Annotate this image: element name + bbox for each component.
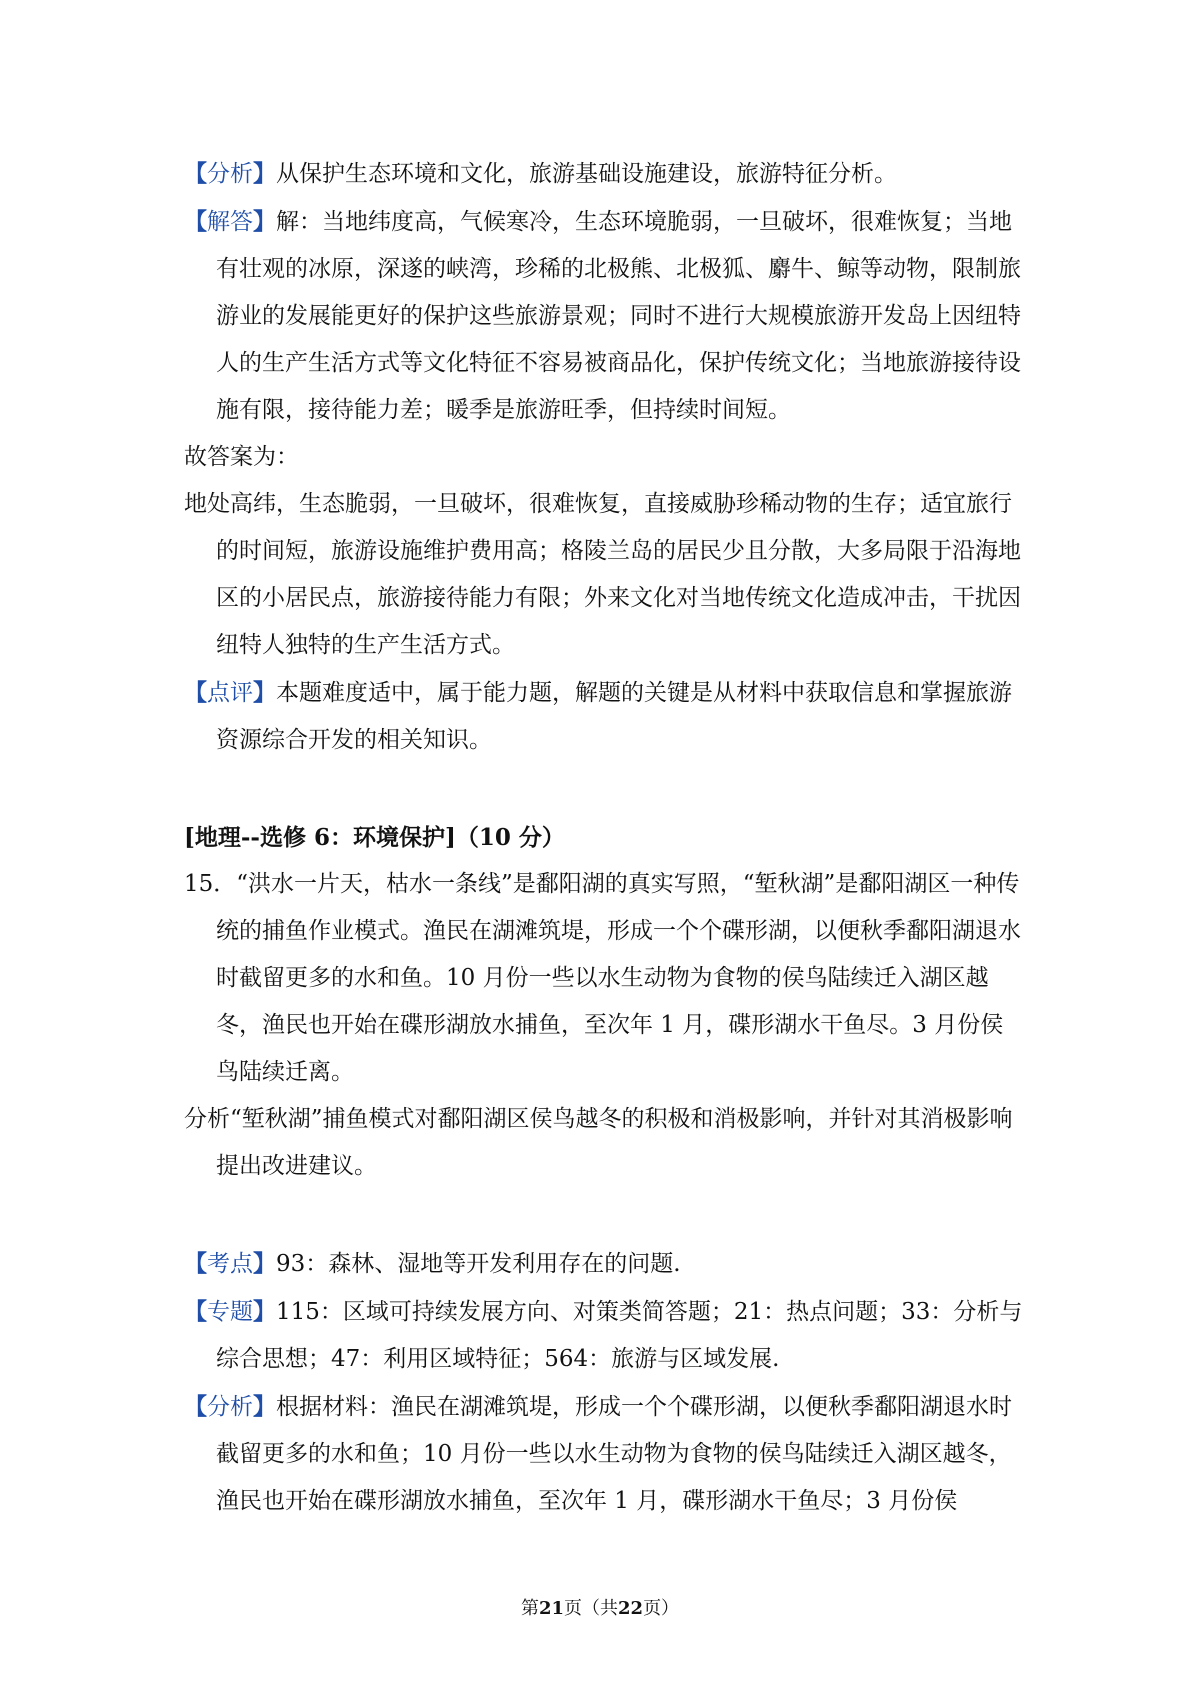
question-number: 15．	[184, 871, 237, 897]
review-text: 本题难度适中，属于能力题，解题的关键是从材料中获取信息和掌握旅游资源综合开发的相关知识。	[216, 680, 1012, 753]
solution-text: 解：当地纬度高，气候寒冷，生态环境脆弱，一旦破坏，很难恢复；当地有壮观的冰原，深遂的峡湾，珍稀的北极熊、北极狐、麝牛、鲸等动物，限制旅游业的发展能更好的保护这些旅游景观；同时不进行大规模旅游开发岛上因纽特人的生产生活方式等文化特征不容易被商品化，保护传统文化；当地旅游接待设施有限，接待能力差；暖季是旅游旺季，但持续时间短。	[216, 209, 1021, 423]
topic-paragraph	[184, 1288, 1024, 1383]
footer-suffix: 页）	[643, 1598, 680, 1619]
topic-text: 115：区域可持续发展方向、对策类简答题；21：热点问题；33：分析与综合思想；47：利用区域特征；564：旅游与区域发展.	[216, 1299, 1023, 1372]
analysis-paragraph-1	[184, 150, 1024, 198]
answer-text: 地处高纬，生态脆弱，一旦破坏，很难恢复，直接威胁珍稀动物的生存；适宜旅行的时间短，旅游设施维护费用高；格陵兰岛的居民少且分散，大多局限于沿海地区的小居民点，旅游接待能力有限；外来文化对当地传统文化造成冲击，干扰因纽特人独特的生产生活方式。	[184, 491, 1021, 658]
footer-page-number: 21	[538, 1598, 564, 1619]
answer-label: 故答案为：	[184, 444, 299, 470]
page-footer	[0, 1594, 1200, 1620]
page-content	[184, 150, 1024, 1525]
question-prompt: 分析“堑秋湖”捕鱼模式对鄱阳湖区侯鸟越冬的积极和消极影响，并针对其消极影响提出改进建议。	[184, 1106, 1013, 1179]
solution-paragraph	[184, 198, 1024, 434]
solution-tag: 【解答】	[184, 208, 276, 235]
question-text: “洪水一片天，枯水一条线”是鄱阳湖的真实写照，“堑秋湖”是鄱阳湖区一种传统的捕鱼作业模式。渔民在湖滩筑堤，形成一个个碟形湖，以便秋季鄱阳湖退水时截留更多的水和鱼。10 月份一些以水生动物为食物的侯鸟陆续迁入湖区越冬，渔民也开始在碟形湖放水捕鱼，至次年 1 月，碟形湖水干鱼尽。3 月份侯鸟陆续迁离。	[216, 871, 1021, 1085]
analysis-text-2: 根据材料：渔民在湖滩筑堤，形成一个个碟形湖，以便秋季鄱阳湖退水时截留更多的水和鱼；10 月份一些以水生动物为食物的侯鸟陆续迁入湖区越冬，渔民也开始在碟形湖放水捕鱼，至次年 1 月，碟形湖水干鱼尽；3 月份侯	[216, 1394, 1012, 1514]
analysis-tag: 【分析】	[184, 160, 276, 187]
footer-total-pages: 22	[618, 1598, 644, 1619]
review-tag: 【点评】	[184, 679, 276, 706]
analysis-paragraph-2	[184, 1383, 1024, 1525]
review-paragraph	[184, 669, 1024, 764]
spacer	[184, 1190, 1024, 1240]
topic-tag: 【专题】	[184, 1298, 276, 1325]
footer-prefix: 第	[520, 1598, 539, 1619]
footer-mid: 页（共	[564, 1598, 618, 1619]
knowledge-point-tag: 【考点】	[184, 1250, 276, 1277]
knowledge-point-text: 93：森林、湿地等开发利用存在的问题.	[276, 1251, 681, 1277]
knowledge-point-paragraph	[184, 1240, 1024, 1288]
question-paragraph	[184, 861, 1024, 1096]
analysis-tag-2: 【分析】	[184, 1393, 276, 1420]
analysis-text: 从保护生态环境和文化，旅游基础设施建设，旅游特征分析。	[276, 161, 897, 187]
section-title: [地理--选修 6：环境保护]（10 分）	[184, 824, 565, 851]
